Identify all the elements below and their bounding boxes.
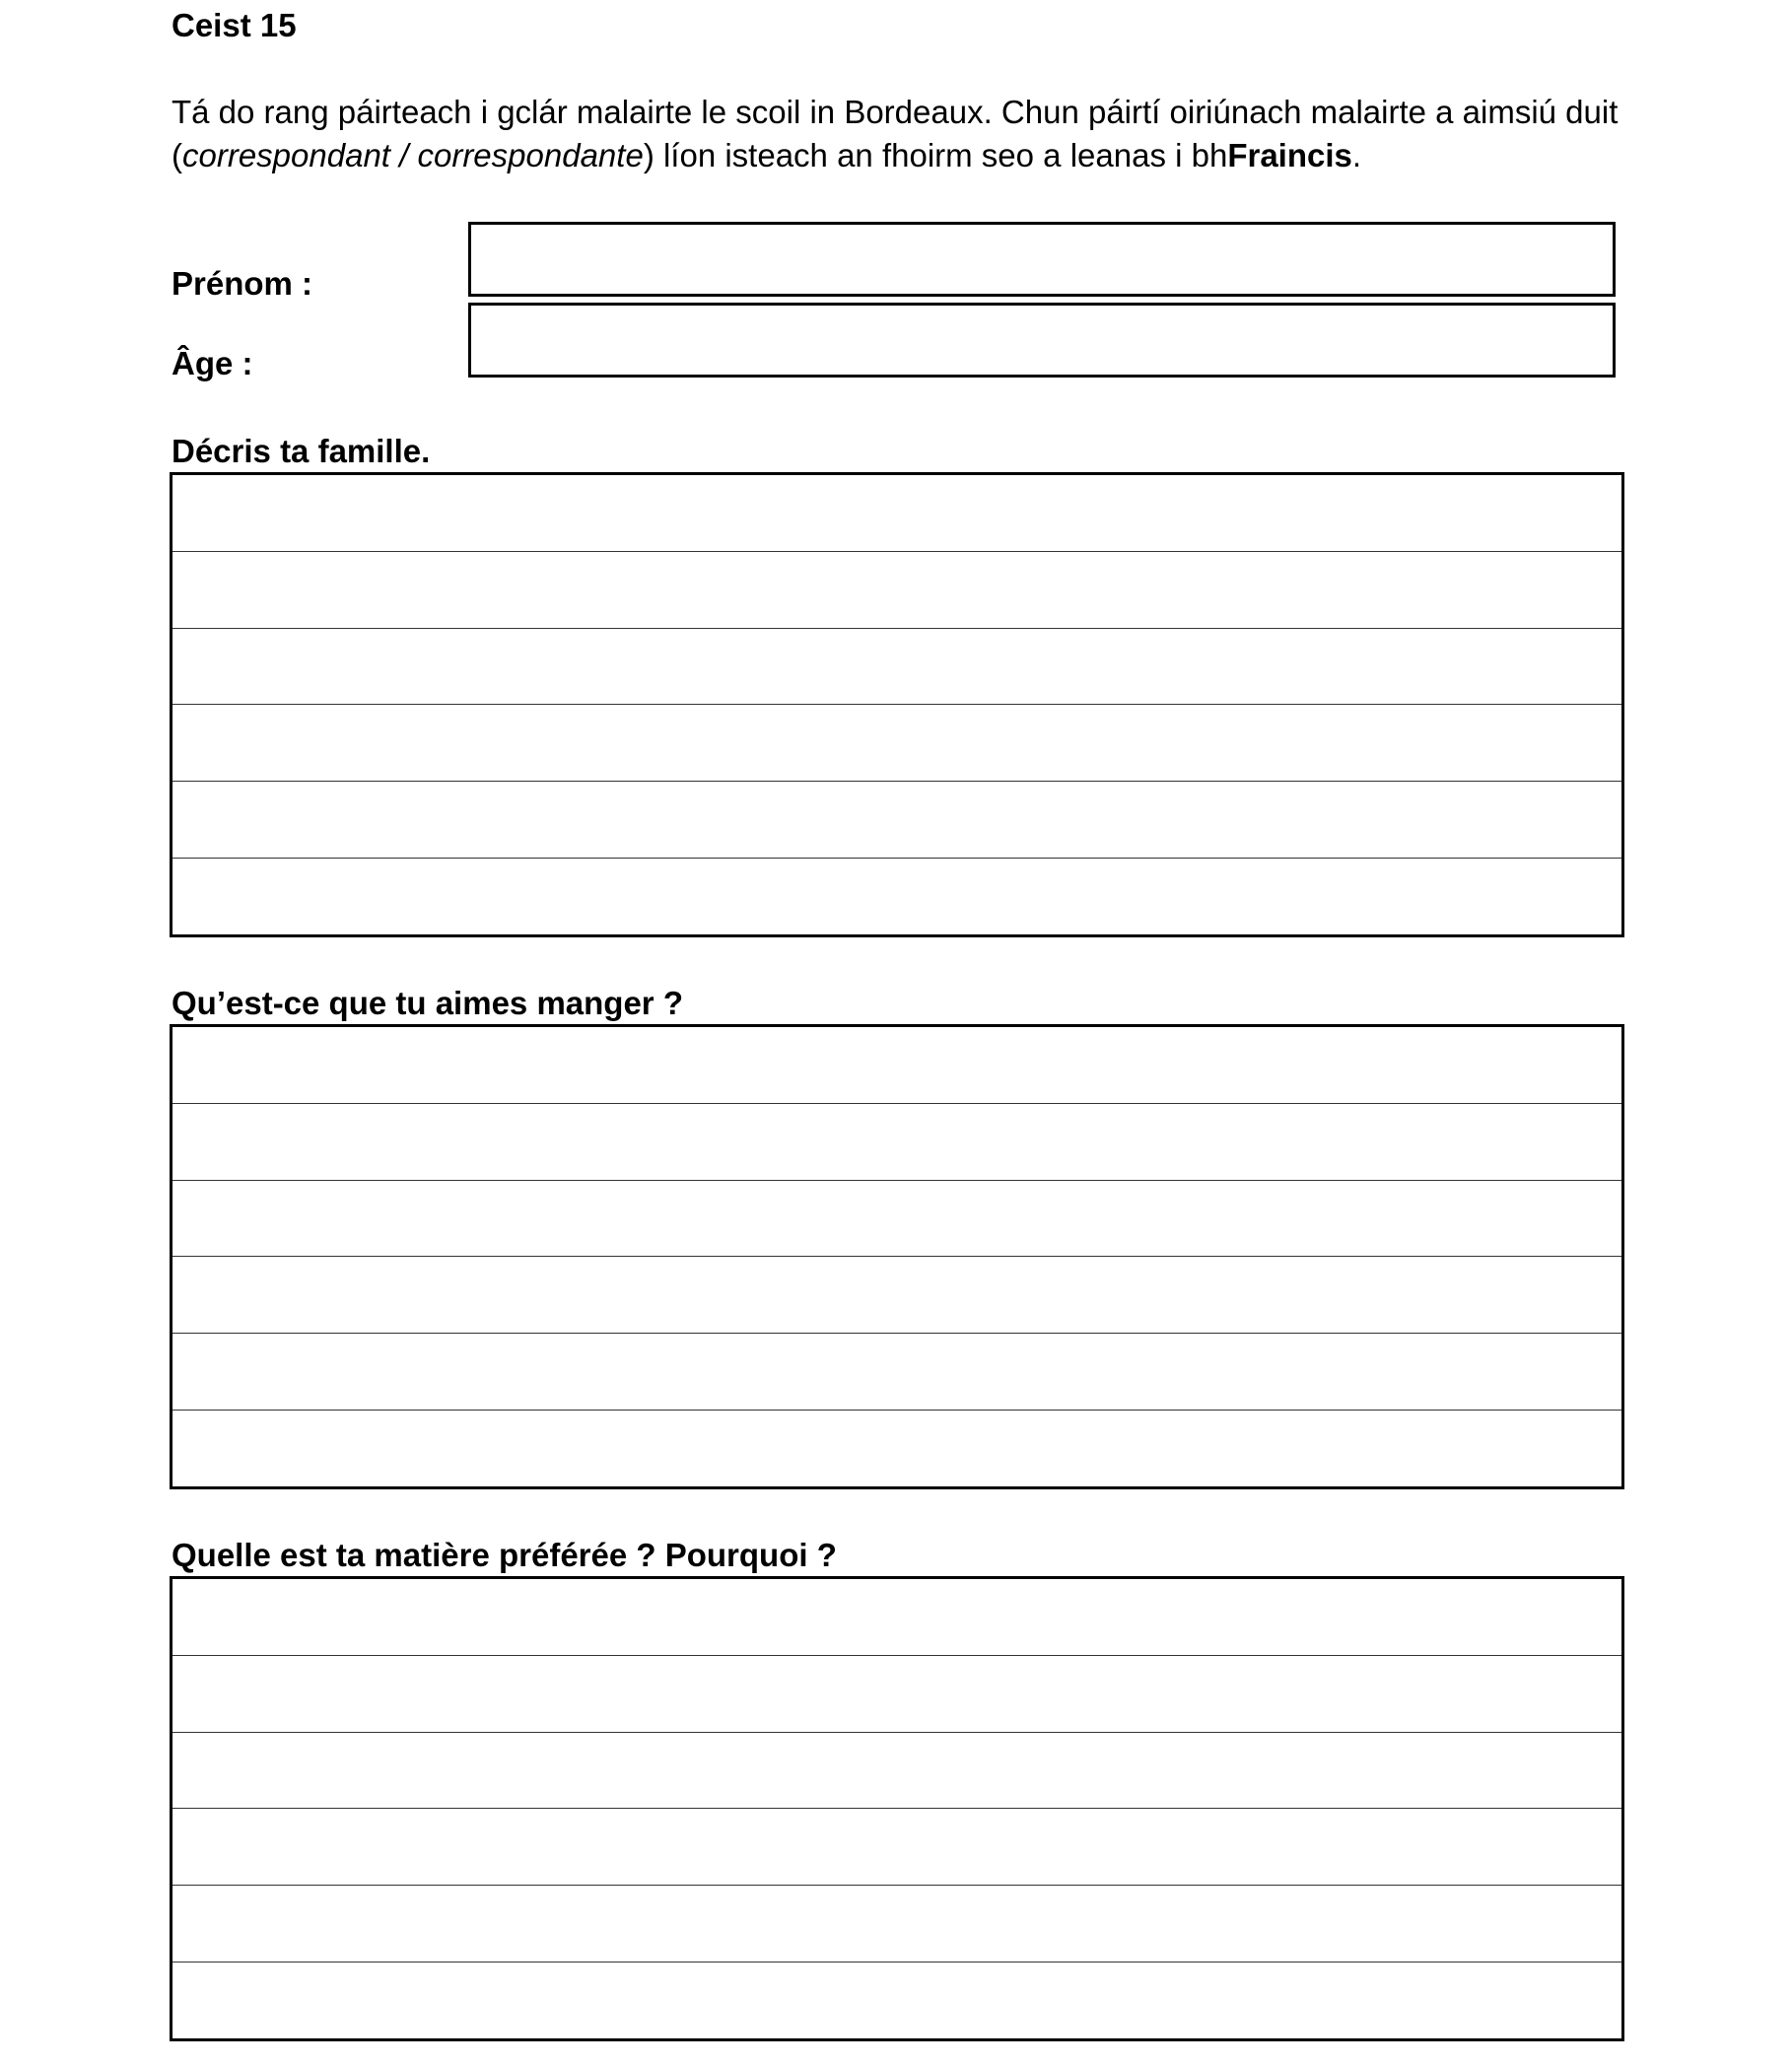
answer-line[interactable] [172, 1963, 1621, 2038]
answer-line[interactable] [172, 475, 1621, 552]
answer-line[interactable] [172, 1656, 1621, 1733]
answer-line[interactable] [172, 1181, 1621, 1258]
prenom-input[interactable] [468, 222, 1616, 297]
family-question-heading: Décris ta famille. [172, 433, 431, 469]
answer-line[interactable] [172, 1733, 1621, 1810]
family-answer-area[interactable] [170, 472, 1624, 937]
question-title: Ceist 15 [172, 7, 297, 43]
answer-line[interactable] [172, 1411, 1621, 1486]
instruction-text-2: ) líon isteach an fhoirm seo a leanas i bh [643, 137, 1228, 173]
answer-line[interactable] [172, 859, 1621, 934]
answer-line[interactable] [172, 1579, 1621, 1656]
prenom-label: Prénom : [172, 265, 313, 302]
instruction-text-1: Tá do rang páirteach i gclár malairte le scoil in Bordeaux. Chun páirtí oiriúnach malairte a aimsiú duit ( [172, 94, 1619, 173]
answer-line[interactable] [172, 1334, 1621, 1411]
food-question-heading: Qu’est-ce que tu aimes manger ? [172, 985, 683, 1021]
answer-line[interactable] [172, 1809, 1621, 1886]
subject-question-heading: Quelle est ta matière préférée ? Pourquoi ? [172, 1537, 837, 1573]
age-input[interactable] [468, 303, 1616, 378]
food-answer-area[interactable] [170, 1024, 1624, 1489]
answer-line[interactable] [172, 1257, 1621, 1334]
answer-line[interactable] [172, 1027, 1621, 1104]
question-instruction [172, 91, 1650, 177]
answer-line[interactable] [172, 629, 1621, 706]
answer-line[interactable] [172, 782, 1621, 859]
instruction-text-3: . [1351, 137, 1362, 173]
age-label: Âge : [172, 345, 253, 381]
answer-line[interactable] [172, 1104, 1621, 1181]
answer-line[interactable] [172, 1886, 1621, 1963]
answer-line[interactable] [172, 552, 1621, 629]
answer-line[interactable] [172, 705, 1621, 782]
instruction-italic-text: correspondant / correspondante [182, 137, 644, 173]
subject-answer-area[interactable] [170, 1576, 1624, 2041]
instruction-bold-text: Fraincis [1227, 137, 1352, 173]
